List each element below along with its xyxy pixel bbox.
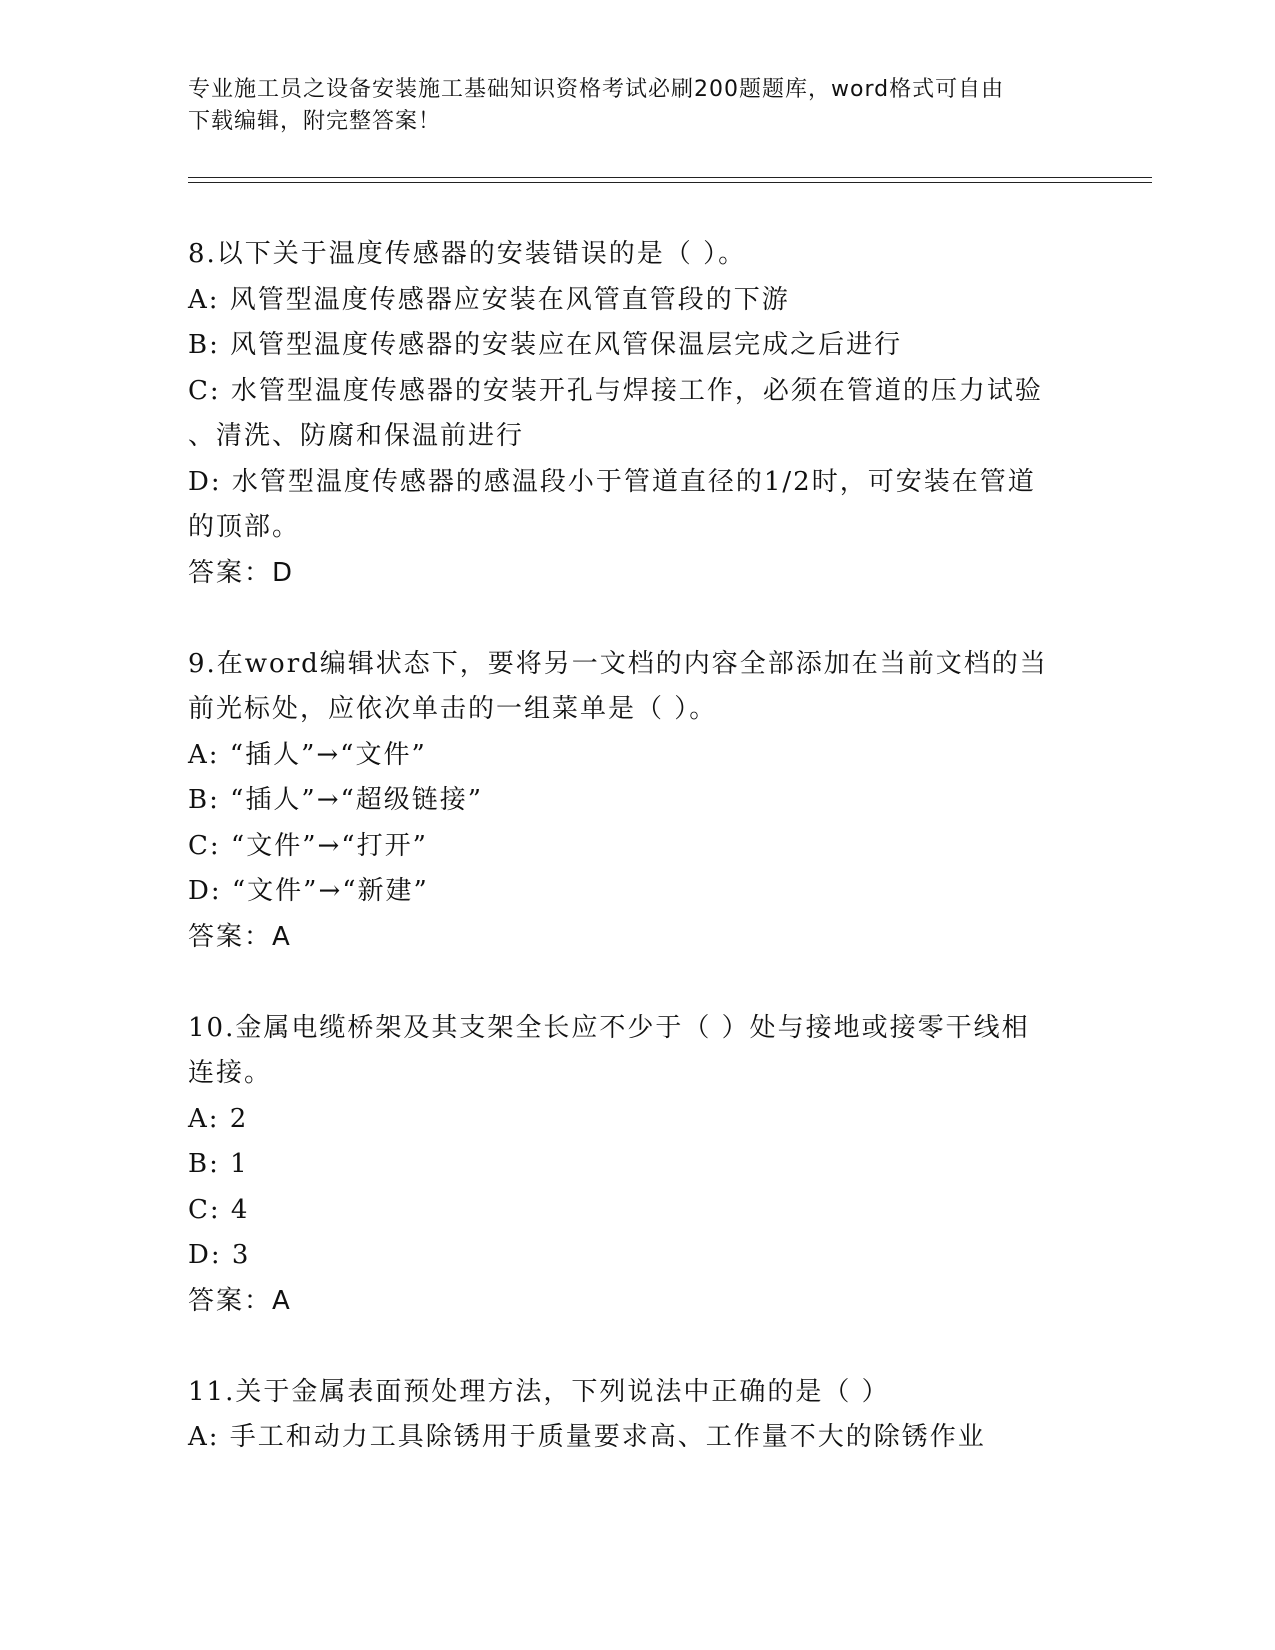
question-block-8 [188, 232, 1068, 596]
question-block-9 [188, 642, 1068, 961]
answer-label: 答案：A [188, 921, 292, 952]
option-d [188, 1233, 1068, 1279]
option-d [188, 869, 1068, 915]
option-c [188, 369, 1068, 460]
question-stem: 10.金属电缆桥架及其支架全长应不少于（ ）处与接地或接零干线相 [188, 1012, 1030, 1043]
header-title-line-1: 专业施工员之设备安装施工基础知识资格考试必刷200题题库，word格式可自由 [188, 77, 1005, 102]
option-text: A: 风管型温度传感器应安装在风管直管段的下游 [188, 284, 790, 315]
document-header [188, 74, 1068, 138]
header-divider-bottom [188, 182, 1152, 183]
spacer [188, 960, 1068, 1006]
question-block-10 [188, 1006, 1068, 1325]
option-text: D: “文件”→“新建” [188, 876, 429, 906]
question-stem: 前光标处，应依次单击的一组菜单是（ ）。 [188, 694, 718, 724]
option-text: C: 水管型温度传感器的安装开孔与焊接工作，必须在管道的压力试验 [188, 375, 1043, 406]
option-c [188, 824, 1068, 870]
option-text: B: 风管型温度传感器的安装应在风管保温层完成之后进行 [188, 330, 903, 360]
option-text: B: “插人”→“超级链接” [188, 785, 484, 815]
option-b [188, 323, 1068, 369]
question-stem: 9.在word编辑状态下，要将另一文档的内容全部添加在当前文档的当 [188, 648, 1048, 679]
option-text: C: “文件”→“打开” [188, 830, 428, 861]
option-text: 、清洗、防腐和保温前进行 [188, 421, 525, 451]
option-text: B: 1 [188, 1149, 249, 1179]
option-a [188, 1097, 1068, 1143]
option-b [188, 778, 1068, 824]
option-a [188, 278, 1068, 324]
question-stem: 连接。 [188, 1058, 273, 1088]
header-title-line-2: 下载编辑，附完整答案！ [188, 109, 442, 134]
answer-label: 答案：D [188, 557, 295, 588]
option-a [188, 1415, 1068, 1461]
option-d [188, 460, 1068, 551]
spacer [188, 596, 1068, 642]
question-list [188, 232, 1068, 1461]
header-divider-top [188, 177, 1152, 178]
spacer [188, 1324, 1068, 1370]
option-text: C: 4 [188, 1194, 250, 1225]
answer-label: 答案：A [188, 1285, 292, 1316]
option-text: D: 3 [188, 1240, 251, 1270]
option-text: 的顶部。 [188, 512, 301, 542]
option-a [188, 733, 1068, 779]
option-text: A: “插人”→“文件” [188, 739, 427, 770]
option-text: A: 手工和动力工具除锈用于质量要求高、工作量不大的除锈作业 [188, 1422, 986, 1452]
question-block-11 [188, 1370, 1068, 1461]
option-b [188, 1142, 1068, 1188]
option-c [188, 1188, 1068, 1234]
question-stem: 11.关于金属表面预处理方法，下列说法中正确的是（ ） [188, 1376, 890, 1407]
question-stem: 8.以下关于温度传感器的安装错误的是（ ）。 [188, 239, 747, 269]
option-text: D: 水管型温度传感器的感温段小于管道直径的1/2时，可安装在管道 [188, 466, 1036, 497]
option-text: A: 2 [188, 1103, 249, 1134]
